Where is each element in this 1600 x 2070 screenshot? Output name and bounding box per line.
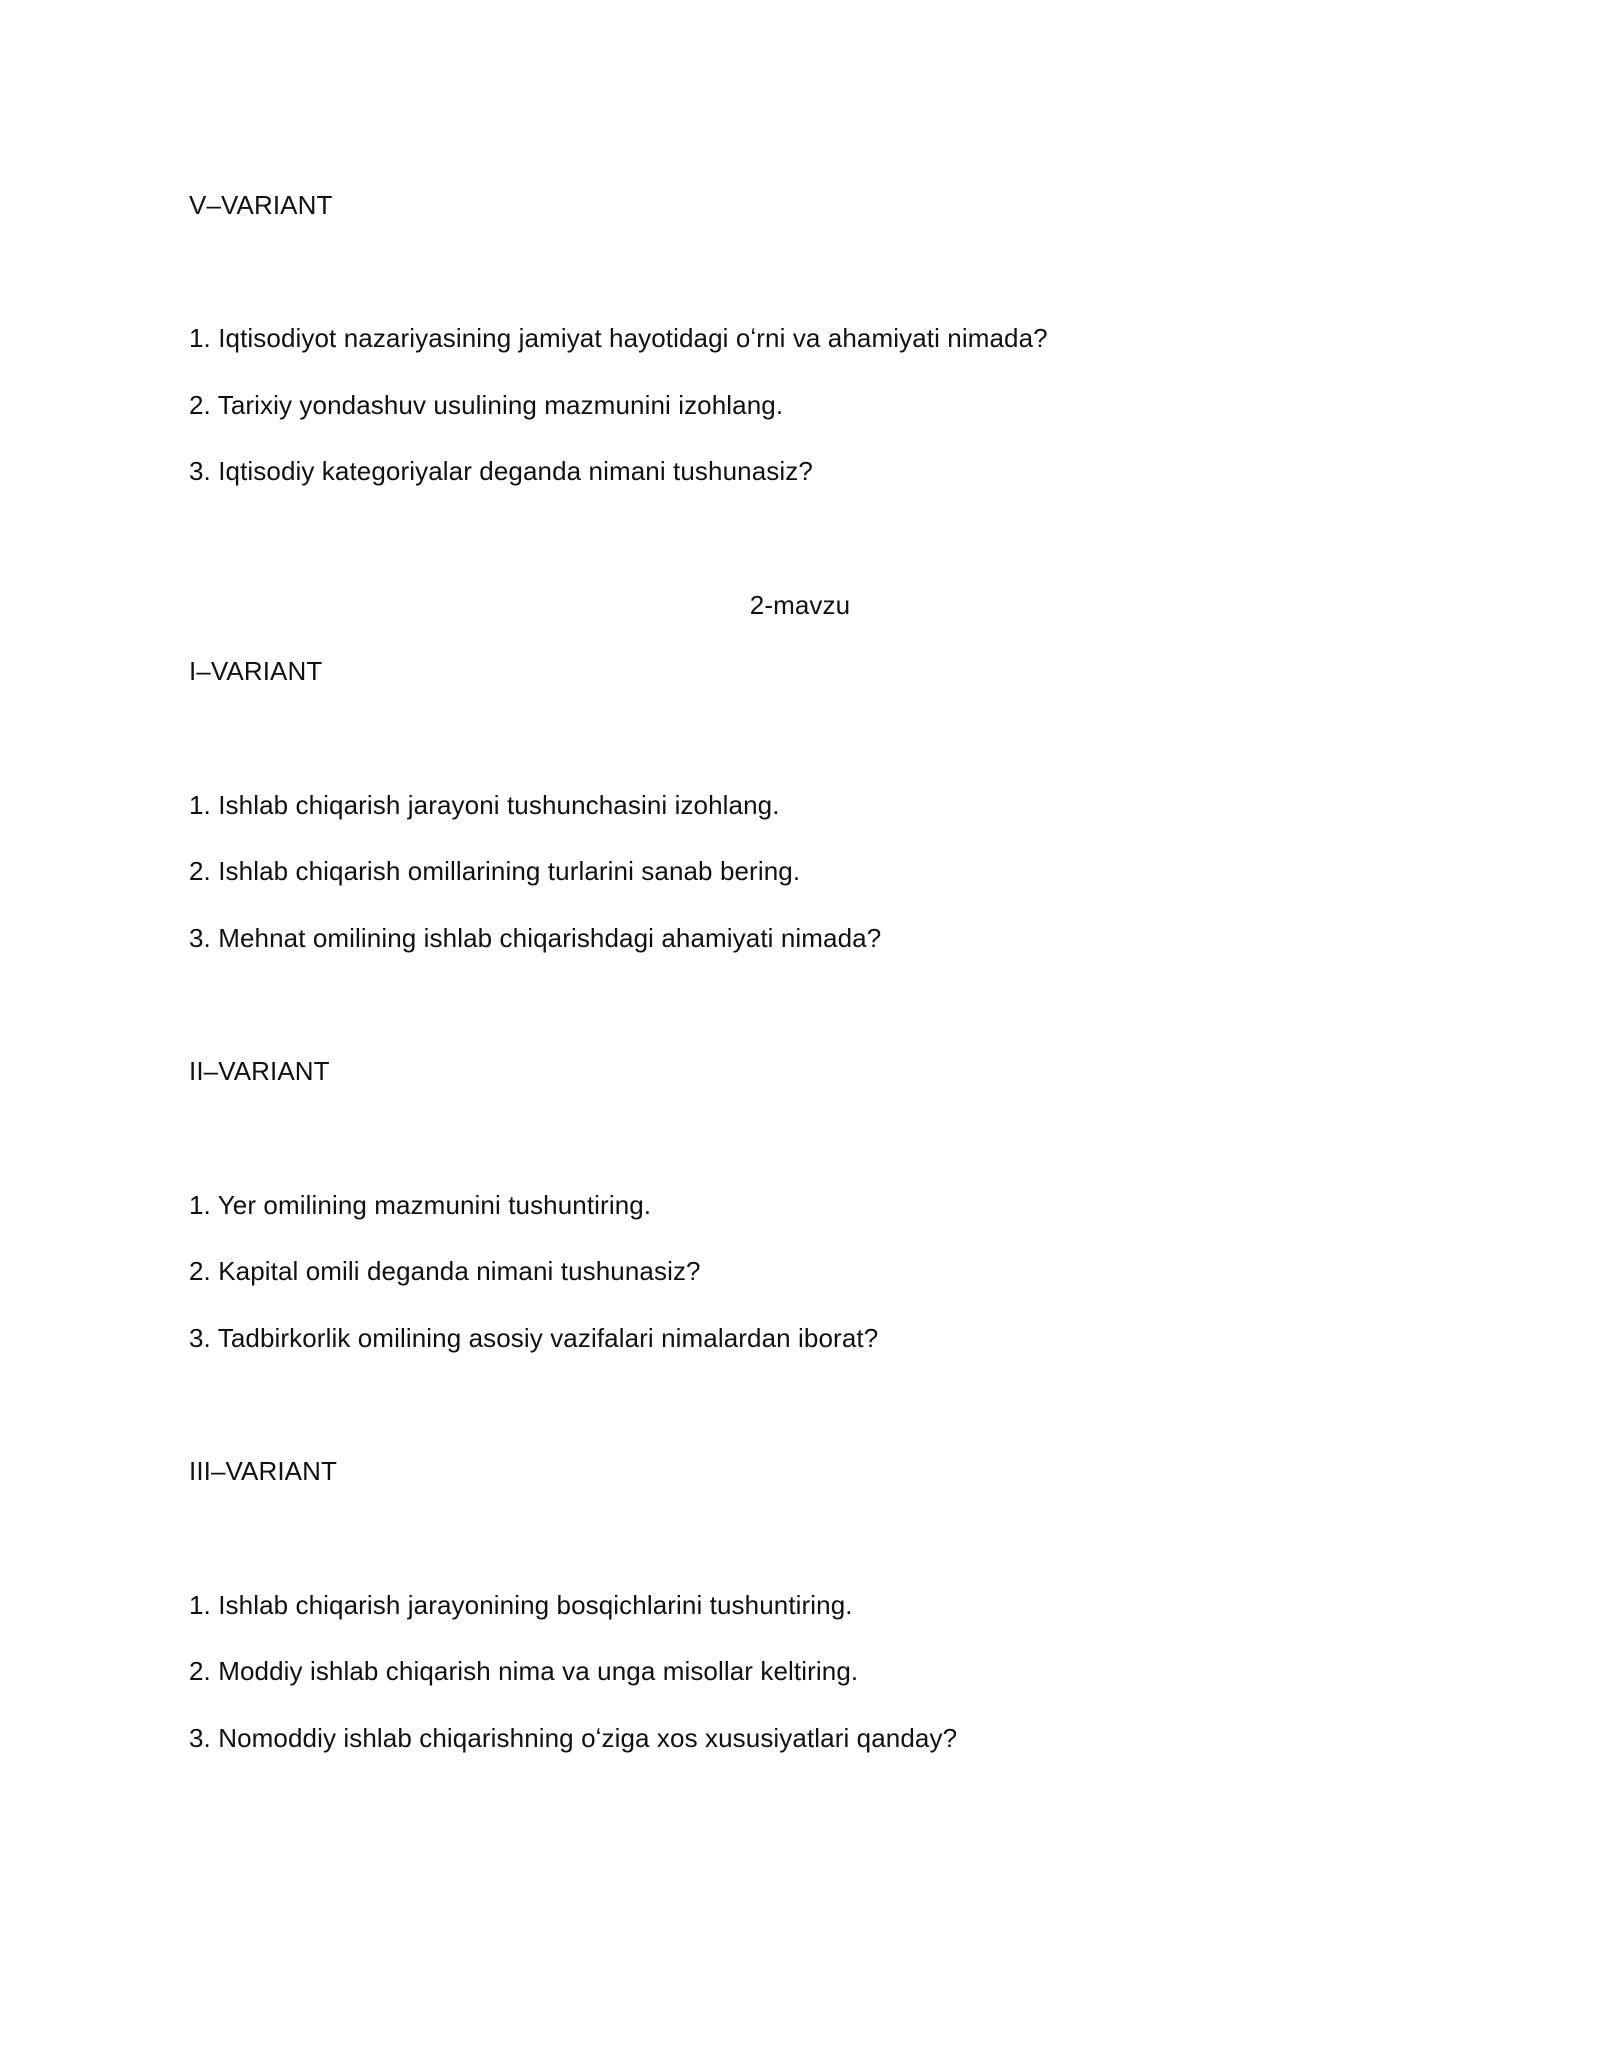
- question-item: 1. Ishlab chiqarish jarayoni tushunchasini izohlang.: [189, 790, 780, 820]
- question-item: 3. Mehnat omilining ishlab chiqarishdagi ahamiyati nimada?: [189, 923, 882, 953]
- question-item: 3. Nomoddiy ishlab chiqarishning oʻziga xos xususiyatlari qanday?: [189, 1723, 958, 1753]
- question-item: 3. Iqtisodiy kategoriyalar deganda nimani tushunasiz?: [189, 456, 813, 486]
- variant-heading: II–VARIANT: [189, 1056, 330, 1086]
- topic-title: 2-mavzu: [749, 590, 851, 620]
- variant-heading: III–VARIANT: [189, 1456, 337, 1486]
- variant-heading: I–VARIANT: [189, 656, 323, 686]
- question-item: 1. Ishlab chiqarish jarayonining bosqichlarini tushuntiring.: [189, 1590, 853, 1620]
- question-item: 2. Moddiy ishlab chiqarish nima va unga misollar keltiring.: [189, 1656, 859, 1686]
- question-item: 2. Kapital omili deganda nimani tushunasiz?: [189, 1256, 701, 1286]
- variant-heading: V–VARIANT: [189, 190, 333, 220]
- question-item: 3. Tadbirkorlik omilining asosiy vazifalari nimalardan iborat?: [189, 1323, 879, 1353]
- question-item: 1. Iqtisodiyot nazariyasining jamiyat hayotidagi oʻrni va ahamiyati nimada?: [189, 323, 1048, 353]
- question-item: 2. Tarixiy yondashuv usulining mazmunini izohlang.: [189, 390, 784, 420]
- question-item: 2. Ishlab chiqarish omillarining turlarini sanab bering.: [189, 856, 801, 886]
- question-item: 1. Yer omilining mazmunini tushuntiring.: [189, 1190, 652, 1220]
